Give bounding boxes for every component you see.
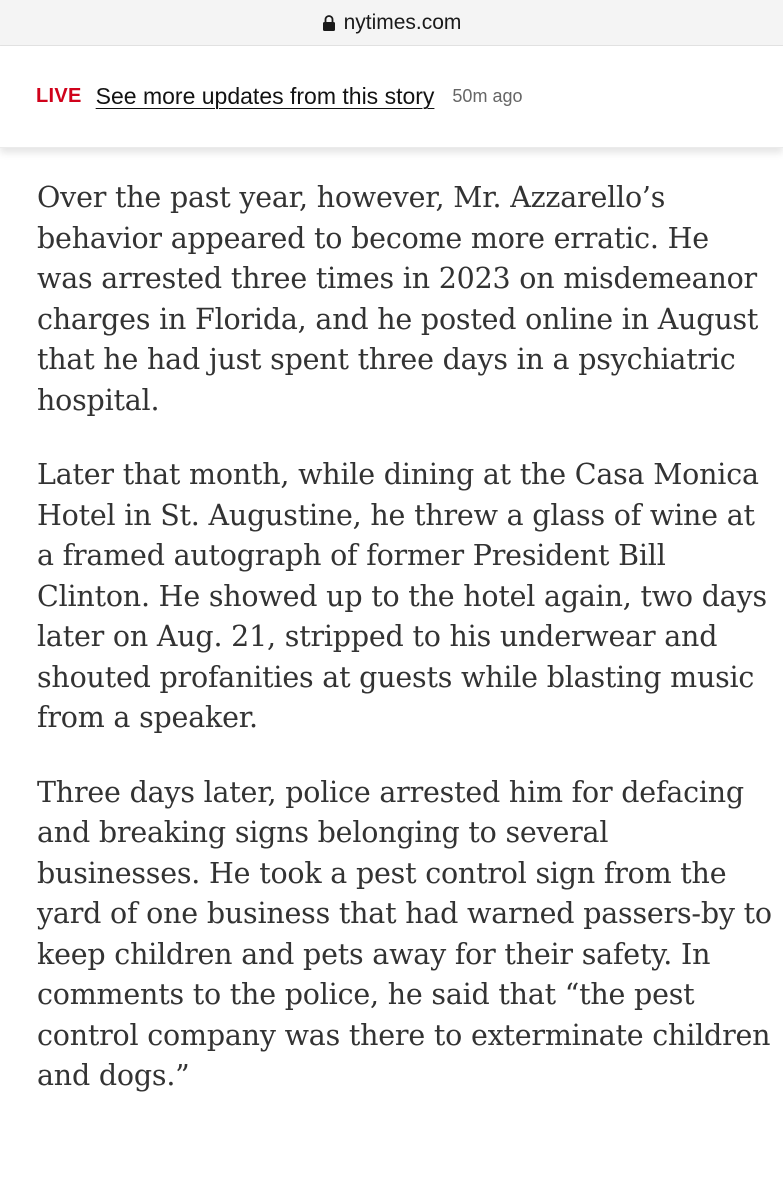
article-paragraph: Later that month, while dining at the Casa Monica Hotel in St. Augustine, he threw a glass of wine at a framed autograph of former President Bill Clinton. He showed up to the hotel again, two days later on Aug. 21, stripped to his underwear and shouted profanities at guests while blasting music from a speaker. [37,458,767,734]
article-paragraph: Over the past year, however, Mr. Azzarello’s behavior appeared to become more erratic. He was arrested three times in 2023 on misdemeanor charges in Florida, and he posted online in August that he had just spent three days in a psychiatric hospital. [37,181,759,417]
update-timestamp: 50m ago [452,86,523,106]
url-display[interactable] [322,11,462,35]
article-body [37,178,772,1131]
live-updates-banner [0,46,783,148]
article-paragraph: Three days later, police arrested him for defacing and breaking signs belonging to several businesses. He took a pest control sign from the yard of one business that had warned passers-by to keep children and pets away for their safety. In comments to the police, he said that “the pest control company was there to exterminate children and dogs.” [37,775,772,1092]
lock-icon [322,14,336,32]
browser-url-bar[interactable] [0,0,783,46]
url-text: nytimes.com [343,10,462,34]
see-more-updates-link[interactable]: See more updates from this story [95,83,435,109]
live-badge: LIVE [36,85,82,107]
